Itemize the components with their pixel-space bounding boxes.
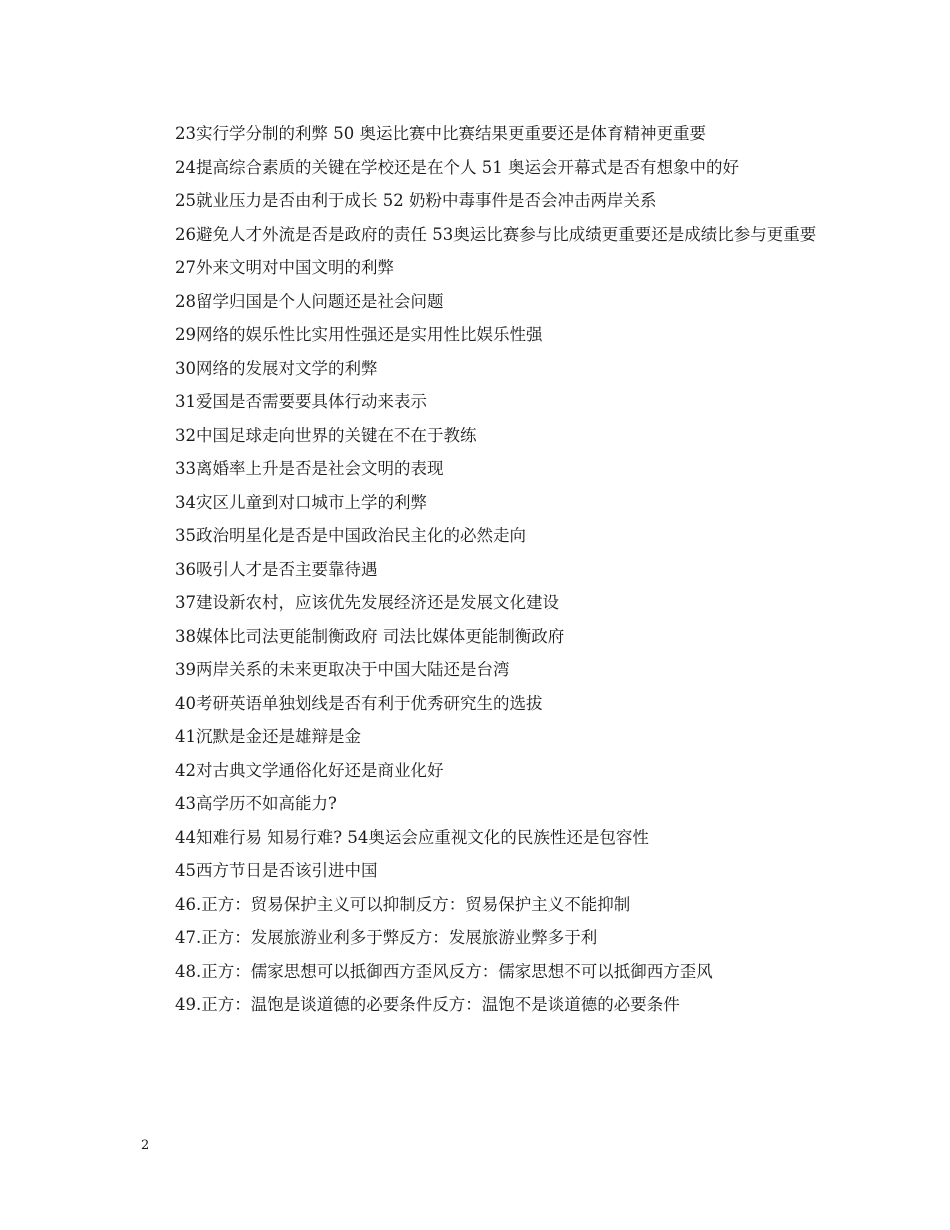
debate-topic-line: 27外来文明对中国文明的利弊: [175, 258, 394, 277]
page-number: 2: [141, 1138, 150, 1153]
debate-topic-line: 46.正方：贸易保护主义可以抑制反方：贸易保护主义不能抑制: [175, 894, 631, 914]
debate-topic-line: 44知难行易 知易行难? 54奥运会应重视文化的民族性还是包容性: [175, 827, 649, 847]
debate-topic-line: 32中国足球走向世界的关键在不在于教练: [175, 425, 477, 445]
debate-topic-line: 40考研英语单独划线是否有利于优秀研究生的选拔: [175, 693, 543, 713]
document-body: [141, 117, 817, 1022]
debate-topic-line: 23实行学分制的利弊 50 奥运比赛中比赛结果更重要还是体育精神更重要: [175, 124, 706, 143]
debate-topic-line: 43高学历不如高能力?: [175, 794, 337, 813]
debate-topic-line: 37建设新农村，应该优先发展经济还是发展文化建设: [175, 593, 559, 612]
debate-topic-line: 29网络的娱乐性比实用性强还是实用性比娱乐性强: [175, 325, 543, 344]
debate-topic-line: 42对古典文学通俗化好还是商业化好: [175, 760, 444, 780]
debate-topic-line: 34灾区儿童到对口城市上学的利弊: [175, 492, 427, 512]
debate-topic-line: 45西方节日是否该引进中国: [175, 861, 378, 880]
debate-topic-line: 30网络的发展对文学的利弊: [175, 358, 378, 378]
debate-topic-line: 25就业压力是否由利于成长 52 奶粉中毒事件是否会冲击两岸关系: [175, 191, 657, 210]
debate-topic-line: 28留学归国是个人问题还是社会问题: [175, 291, 444, 311]
debate-topic-line: 41沉默是金还是雄辩是金: [175, 727, 361, 746]
debate-topic-line: 49.正方：温饱是谈道德的必要条件反方：温饱不是谈道德的必要条件: [175, 995, 680, 1014]
debate-topic-line: 38媒体比司法更能制衡政府 司法比媒体更能制衡政府: [175, 626, 565, 646]
debate-topic-line: 36吸引人才是否主要靠待遇: [175, 559, 378, 579]
debate-topic-line: 26避免人才外流是否是政府的责任 53奥运比赛参与比成绩更重要还是成绩比参与更重要: [175, 224, 817, 244]
debate-topic-line: 47.正方：发展旅游业利多于弊反方：发展旅游业弊多于利: [175, 928, 598, 947]
debate-topic-line: 33离婚率上升是否是社会文明的表现: [175, 459, 444, 478]
debate-topic-line: 31爱国是否需要要具体行动来表示: [175, 392, 427, 411]
debate-topic-line: 24提高综合素质的关键在学校还是在个人 51 奥运会开幕式是否有想象中的好: [175, 157, 739, 177]
debate-topic-line: 35政治明星化是否是中国政治民主化的必然走向: [175, 526, 526, 545]
debate-topic-line: 48.正方：儒家思想可以抵御西方歪风反方：儒家思想不可以抵御西方歪风: [175, 961, 713, 981]
debate-topic-line: 39两岸关系的未来更取决于中国大陆还是台湾: [175, 660, 510, 679]
